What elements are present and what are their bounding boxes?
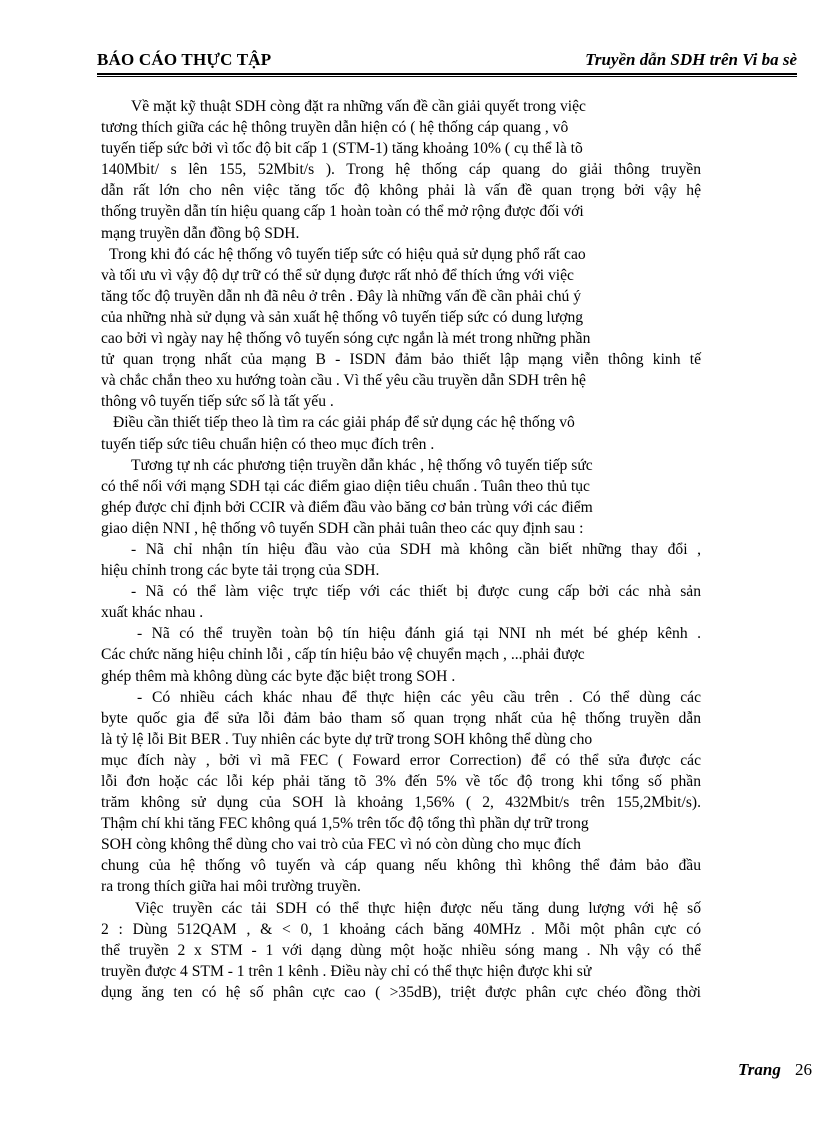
text-line: - Nã có thể truyền toàn bộ tín hiệu đánh giá tại NNI nh mét bé ghép kênh . xyxy=(137,625,701,643)
text-line: và tối ưu vì vậy độ dự trữ có thể sử dụng được rất nhỏ để thích ứng với việc xyxy=(101,266,574,284)
text-line: Về mặt kỹ thuật SDH còng đặt ra những vấn đề cần giải quyết trong việc xyxy=(131,98,586,115)
text-line: SOH còng không thể dùng cho vai trò của FEC vì nó còn dùng cho mục đích xyxy=(101,836,581,854)
text-line: tuyến tiếp sức bởi vì tốc độ bit cấp 1 (STM-1) tăng khoảng 10% ( cụ thể là tõ xyxy=(101,140,583,158)
report-title: BÁO CÁO THỰC TẬP xyxy=(97,50,272,69)
text-line: lỗi đơn hoặc các lỗi kép phải tăng tõ 3% đến 5% về tốc độ trong khi tổng số phần xyxy=(101,773,701,790)
text-line: Tương tự nh các phương tiện truyền dẫn khác , hệ thống vô tuyến tiếp sức xyxy=(131,456,593,474)
text-line: có thể nối với mạng SDH tại các điểm giao diện tiêu chuẩn . Tuân theo thủ tục xyxy=(101,477,590,495)
text-line: là tỷ lệ lỗi Bit BER . Tuy nhiên các byte dự trữ trong SOH không thể dùng cho xyxy=(101,730,593,748)
text-line: tương thích giữa các hệ thông truyền dẫn hiện có ( hệ thống cáp quang , vô xyxy=(101,119,569,137)
text-line: Trong khi đó các hệ thống vô tuyến tiếp sức có hiệu quả sử dụng phổ rất cao xyxy=(109,245,586,263)
text-line: thể truyền 2 x STM - 1 với dạng dùng một hoặc nhiều sóng mang . Nh vậy có thể xyxy=(101,941,701,959)
text-line: tử quan trọng nhất của mạng B - ISDN đảm bảo thiết lập mạng viễn thông kinh tế xyxy=(101,351,701,369)
text-line: giao diện NNI , hệ thống vô tuyến SDH cần phải tuân theo các quy định sau : xyxy=(101,519,584,537)
text-line: ra trong thích giữa hai môi trường truyền. xyxy=(101,878,361,896)
text-line: cao bởi vì ngày nay hệ thống vô tuyến sóng cực ngắn là mét trong những phần xyxy=(101,330,591,348)
text-line: mạng truyền dẫn đồng bộ SDH. xyxy=(101,224,300,242)
text-line: thông vô tuyến tiếp sức số là tất yếu . xyxy=(101,393,334,411)
text-line: truyền được 4 STM - 1 trên 1 kênh . Điều này chỉ có thể thực hiện được khi sử xyxy=(101,962,592,980)
text-line: ghép thêm mà không dùng các byte đặc biệt trong SOH . xyxy=(101,667,456,685)
text-line: dẫn rất lớn cho nên việc tăng tốc độ không phải là vấn đề quan trọng bởi vậy hệ xyxy=(101,182,701,200)
text-line: Điều cần thiết tiếp theo là tìm ra các giải pháp để sử dụng các hệ thống vô xyxy=(113,414,575,432)
text-line: - Nã chỉ nhận tín hiệu đầu vào của SDH mà không cần biết những thay đổi , xyxy=(131,540,701,558)
text-line: trăm không sử dụng của SOH là khoảng 1,56% ( 2, 432Mbit/s trên 155,2Mbit/s). xyxy=(101,794,701,812)
text-line: Việc truyền các tải SDH có thể thực hiện được nếu tăng dung lượng với hệ số xyxy=(135,899,701,917)
text-line: mục đích này , bởi vì mã FEC ( Foward error Correction) để có thể sửa được các xyxy=(101,751,701,769)
text-line: tăng tốc độ truyền dẫn nh đã nêu ở trên . Đây là những vấn đề cần phải chú ý xyxy=(101,287,582,305)
document-subject: Truyền dẫn SDH trên Vi ba sè xyxy=(585,50,797,69)
text-line: xuất khác nhau . xyxy=(101,604,204,622)
text-line: 140Mbit/ s lên 155, 52Mbit/s ). Trong hệ thống cáp quang do giải thông truyền xyxy=(101,161,701,179)
text-line: - Nã có thể làm việc trực tiếp với các thiết bị được cung cấp bởi các nhà sản xyxy=(131,583,701,601)
body-text xyxy=(101,96,701,1003)
text-line: thống truyền dẫn tín hiệu quang cấp 1 hoàn toàn có thể mở rộng được đối với xyxy=(101,203,584,221)
page-number: 26 xyxy=(795,1060,812,1079)
text-line: Thậm chí khi tăng FEC không quá 1,5% trên tốc độ tổng thì phần dự trữ trong xyxy=(101,815,589,833)
text-line: byte quốc gia để sửa lỗi đảm bảo tham số quan trọng nhất của hệ thống truyền dẫn xyxy=(101,709,701,727)
text-line: chung của hệ thống vô tuyến và cáp quang nếu không thì không thể đảm bảo đầu xyxy=(101,857,701,875)
text-line: Các chức năng hiệu chỉnh lỗi , cấp tín hiệu bảo vệ chuyển mạch , ...phải được xyxy=(101,646,585,664)
header-rule xyxy=(97,73,797,75)
text-line: của những nhà sử dụng và sản xuất hệ thống vô tuyến tiếp sức có dung lượng xyxy=(101,308,584,326)
text-line: 2 : Dùng 512QAM , & < 0, 1 khoảng cách băng 40MHz . Mỗi một phân cực có xyxy=(101,920,701,938)
header-rule-thin xyxy=(97,76,797,77)
text-line: dụng ăng ten có hệ số phân cực cao ( >35dB), triệt được phân cực chéo đồng thời xyxy=(101,983,701,1001)
page-label: Trang xyxy=(738,1060,781,1079)
text-line: hiệu chỉnh trong các byte tải trọng của SDH. xyxy=(101,562,380,580)
text-line: tuyến tiếp sức tiêu chuẩn hiện có theo mục đích trên . xyxy=(101,435,435,453)
text-line: - Có nhiều cách khác nhau để thực hiện các yêu cầu trên . Có thể dùng các xyxy=(137,688,701,706)
text-line: ghép được chỉ định bởi CCIR và điểm đầu vào băng cơ bản trùng với các điểm xyxy=(101,498,593,516)
text-line: và chắc chắn theo xu hướng toàn cầu . Vì thế yêu cầu truyền dẫn SDH trên hệ xyxy=(101,372,586,390)
